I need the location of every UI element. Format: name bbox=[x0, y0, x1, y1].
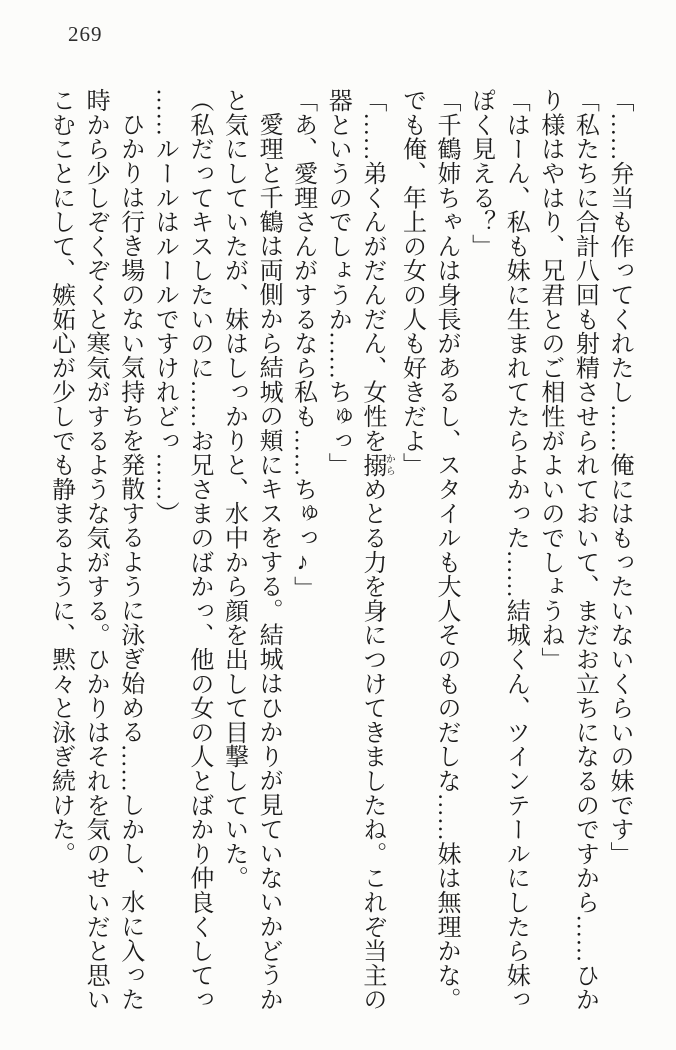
text-line: でも俺、年上の女の人も好きだよ」 bbox=[398, 88, 425, 477]
page-number: 269 bbox=[68, 22, 103, 46]
text-line: 器というのでしょうか……ちゅっ」 bbox=[324, 88, 351, 477]
text-line: ひかりは行き場のない気持ちを発散するように泳ぎ始める……しかし、水に入った bbox=[116, 112, 143, 1012]
text-line: 「千鶴姉ちゃんは身長があるし、スタイルも大人そのものだしな……妹は無理かな。 bbox=[433, 88, 460, 1012]
text-line: （私だってキスしたいのに……お兄さまのばかっ、他の女の人とばかり仲良くしてっ bbox=[185, 88, 212, 1012]
text-line: り様はやはり、兄君とのご相性がよいのでしょうね」 bbox=[536, 88, 563, 672]
text-line: 「……弁当も作ってくれたし……俺にはもったいないくらいの妹です」 bbox=[606, 88, 632, 866]
text-line: 時から少しぞくぞくと寒気がするような気がする。ひかりはそれを気のせいだと思い bbox=[82, 88, 109, 1012]
text-line: ……ルールはルールですけれどっ……） bbox=[151, 88, 178, 526]
text-line: 「私たちに合計八回も射精させられておいて、まだお立ちになるのですから……ひか bbox=[571, 88, 598, 1012]
text-line: 愛理と千鶴は両側から結城の頬にキスをする。結城はひかりが見ていないかどうか bbox=[255, 112, 282, 1012]
text-line: と気にしていたが、妹はしっかりと、水中から顔を出して目撃していた。 bbox=[220, 88, 247, 890]
text-line: 「はーん、私も妹に生まれてたらよかった……結城くん、ツインテールにしたら妹っ bbox=[502, 88, 529, 1012]
text-line: ぽく見える？」 bbox=[467, 88, 494, 259]
text-line: 「あ、愛理さんがするなら私も……ちゅっ♪」 bbox=[289, 88, 316, 601]
text-line: 「……弟くんがだんだん、女性を搦からめとる力を身につけてきましたね。これぞ当主の bbox=[358, 88, 395, 1012]
text-line: こむことにして、嫉妬心が少しでも静まるように、黙々と泳ぎ続けた。 bbox=[47, 88, 74, 866]
text-block bbox=[40, 88, 636, 1026]
